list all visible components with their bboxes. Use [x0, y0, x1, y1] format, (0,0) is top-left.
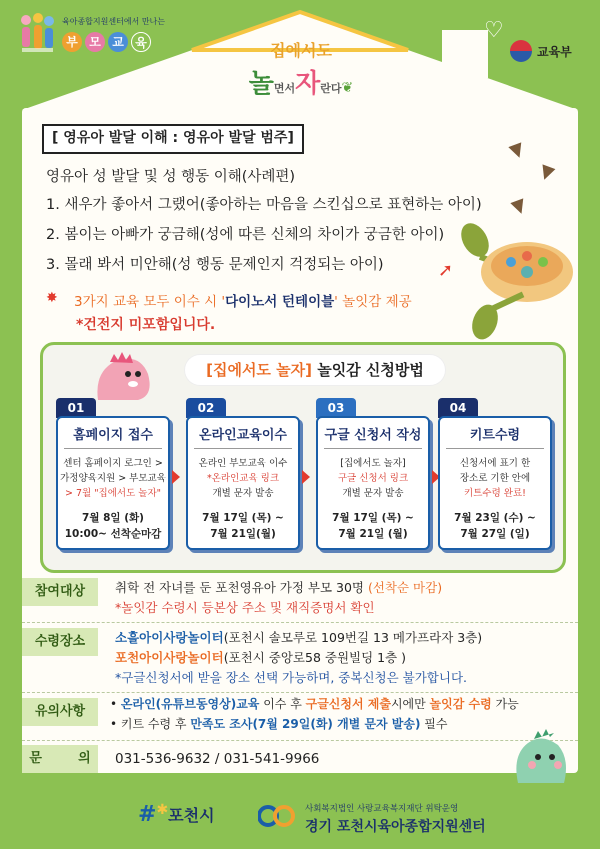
step-date-line: 7월 21일(월): [210, 528, 276, 540]
apply-title-text: 놀잇감 신청방법: [311, 361, 424, 379]
divider: [22, 622, 578, 623]
step-desc-line: 장소로 기한 안에: [459, 473, 531, 484]
logo-char: 란다: [320, 82, 342, 95]
contact-label: 문 의: [22, 745, 98, 773]
step-heading: 홈페이지 접수: [73, 428, 153, 443]
step-description: [190, 456, 296, 501]
step-heading: 구글 신청서 작성: [324, 428, 422, 443]
apply-step-2: [186, 398, 296, 548]
step-date-line: 7월 23일 (수) ~: [454, 512, 536, 524]
badge-char: 교: [108, 32, 128, 52]
step-divider: [194, 448, 292, 449]
reward-line: [74, 290, 412, 310]
step-box: [438, 416, 552, 550]
star-icon: ✸: [46, 290, 58, 306]
pickup-place-label: 수령장소: [22, 628, 98, 656]
step-box: [186, 416, 300, 550]
step-date-line: 7월 17일 (목) ~: [202, 512, 284, 524]
step-date: [188, 510, 298, 542]
step-desc-line: 개별 문자 발송: [212, 488, 274, 499]
center-label: 육아종합지원센터에서 만나는: [62, 17, 166, 26]
notice-text: 키트 수령 후: [120, 717, 191, 731]
participants-info: [115, 578, 442, 618]
pointer-arrow-icon: ➚: [438, 260, 454, 281]
step-date: [318, 510, 428, 542]
operator-text: 사회복지법인 사랑교육복지재단 위탁운영: [305, 804, 459, 814]
badge-char: 모: [85, 32, 105, 52]
step-date-line: 7월 27일 (일): [460, 528, 530, 540]
step-number: 04: [438, 398, 478, 418]
apply-step-4: [438, 398, 548, 548]
notice-text: 구글신청서 제출: [305, 697, 391, 711]
step-heading: 키트수령: [469, 428, 521, 443]
step-divider: [64, 448, 162, 449]
logo-char: 면서: [273, 82, 296, 95]
notice-text: 만족도 조사(7월 29일(화) 개별 문자 발송): [190, 717, 421, 731]
dino-mascot-image: [88, 340, 158, 402]
contact-phone: 031-536-9632 / 031-541-9966: [115, 751, 320, 767]
lecture-item: 1. 새우가 좋아서 그랬어(좋아하는 마음을 스킨십으로 표현하는 아이): [46, 197, 482, 213]
step-desc-line: 구글 신청서 링크: [337, 473, 409, 484]
logo-line1: 집에서도: [270, 41, 332, 60]
badge-char: 부: [62, 32, 82, 52]
city-name: 포천시: [168, 806, 215, 825]
step-desc-line: 온라인 부모교육 이수: [198, 458, 288, 469]
place-address: (포천시 중앙로58 중원빌딩 1층 ): [223, 650, 407, 665]
footprint-icon: ▼: [508, 194, 530, 219]
place-name: 포천아이사랑놀이터: [115, 650, 224, 665]
program-title-logo: [236, 38, 366, 108]
step-divider: [324, 448, 422, 449]
participants-label: 참여대상: [22, 578, 98, 606]
step-desc-line: 센터 홈페이지 로그인 >: [63, 458, 163, 469]
step-desc-line: 키트수령 완료!: [464, 488, 526, 499]
notice-text: 놀잇감 수령: [429, 697, 492, 711]
badge-char: 육: [131, 32, 151, 52]
step-arrow-icon: [302, 470, 310, 484]
step-divider: [446, 448, 544, 449]
notice-label: 유의사항: [22, 698, 98, 726]
sprout-icon: ❦: [341, 80, 354, 96]
notice-info: • 온라인(유튜브동영상)교육 이수 후 구글신청서 제출시에만 놀잇감 수령 가능 • 키트 수령 후 만족도 조사(7월 29일(화) 개별 문자 발송) 필수: [110, 697, 519, 731]
step-desc-line: 개별 문자 발송: [342, 488, 404, 499]
step-desc-line: 신청서에 표기 한: [459, 458, 531, 469]
step-box: [56, 416, 170, 550]
step-date: [58, 510, 168, 542]
divider: [22, 692, 578, 693]
place-address: (포천시 솔모루로 109번길 13 메가프라자 3층): [223, 630, 483, 645]
step-number: 02: [186, 398, 226, 418]
step-desc-line: 가정양육지원 > 부모교육: [60, 473, 166, 484]
step-date-line: 7월 21일 (월): [338, 528, 408, 540]
apply-title-highlight: [집에서도 놀자]: [206, 361, 312, 379]
step-desc-line: [집에서도 놀자]: [340, 458, 406, 469]
notice-text: 온라인(유튜브동영상)교육: [120, 697, 260, 711]
dino-turntable-toy-image: [455, 212, 575, 352]
place-note: *구글신청서에 받을 장소 선택 가능하며, 중복신청은 불가합니다.: [115, 670, 467, 685]
step-date: [440, 510, 550, 542]
subject-line: 영유아 성 발달 및 성 행동 이해(사례편): [46, 169, 296, 185]
center-logo-icon: [258, 803, 296, 829]
step-desc-line: *온라인교육 링크: [206, 473, 279, 484]
step-description: [60, 456, 166, 501]
section-tag: [ 영유아 발달 이해 : 영유아 발달 범주]: [42, 124, 304, 154]
logo-char: 놀: [248, 69, 274, 99]
ministry-emblem-icon: [510, 40, 532, 62]
participants-text: 취학 전 자녀를 둔 포천영유아 가정 부모 30명: [115, 580, 368, 595]
apply-step-3: [316, 398, 426, 548]
step-number: 03: [316, 398, 356, 418]
hash-icon: #: [138, 802, 157, 827]
notice-text: 가능: [491, 697, 519, 711]
step-desc-line: > 7월 "집에서도 놀자": [64, 488, 162, 499]
apply-title-banner: [185, 355, 445, 385]
notice-text: 이수 후: [259, 697, 306, 711]
participants-note: *놀잇감 수령시 등본상 주소 및 재직증명서 확인: [115, 600, 375, 615]
star-accent-icon: ✱: [156, 802, 169, 818]
notice-text: 시에만: [390, 697, 430, 711]
notice-text: 필수: [420, 717, 448, 731]
logo-char: 자: [295, 69, 321, 99]
pickup-place-info: [115, 628, 482, 688]
divider: [22, 740, 578, 741]
step-date-line: 7월 17일 (목) ~: [332, 512, 414, 524]
reward-toy-name: 다이노서 턴테이블: [225, 294, 335, 310]
lecture-item: 3. 몰래 봐서 미안해(성 행동 문제인지 걱정되는 아이): [46, 257, 384, 273]
first-come-note: (선착순 마감): [367, 580, 443, 595]
reward-text: 3가지 교육 모두 이수 시 ': [74, 294, 226, 310]
step-box: [316, 416, 430, 550]
lecture-item: 2. 봄이는 아빠가 궁금해(성에 따른 신체의 차이가 궁금한 아이): [46, 227, 445, 243]
city-logo: [138, 802, 215, 827]
step-date-line: 10:00~ 선착순마감: [64, 528, 162, 540]
step-description: [442, 456, 548, 501]
ministry-name: 교육부: [537, 45, 572, 59]
step-description: [320, 456, 426, 501]
footprint-icon: ▼: [536, 160, 558, 185]
step-heading: 온라인교육이수: [199, 428, 287, 443]
apply-step-1: [56, 398, 166, 548]
dino-character-image: [508, 715, 572, 785]
step-arrow-icon: [172, 470, 180, 484]
step-number: 01: [56, 398, 96, 418]
center-name: 경기 포천시육아종합지원센터: [305, 819, 486, 835]
place-name: 소흘아이사랑놀이터: [115, 630, 224, 645]
footprint-icon: ▼: [506, 138, 528, 163]
step-date-line: 7월 8일 (화): [82, 512, 144, 524]
reward-text: ' 놀잇감 제공: [334, 294, 412, 310]
battery-note: *건전지 미포함입니다.: [76, 317, 216, 333]
heart-icon: ♡: [484, 18, 504, 43]
